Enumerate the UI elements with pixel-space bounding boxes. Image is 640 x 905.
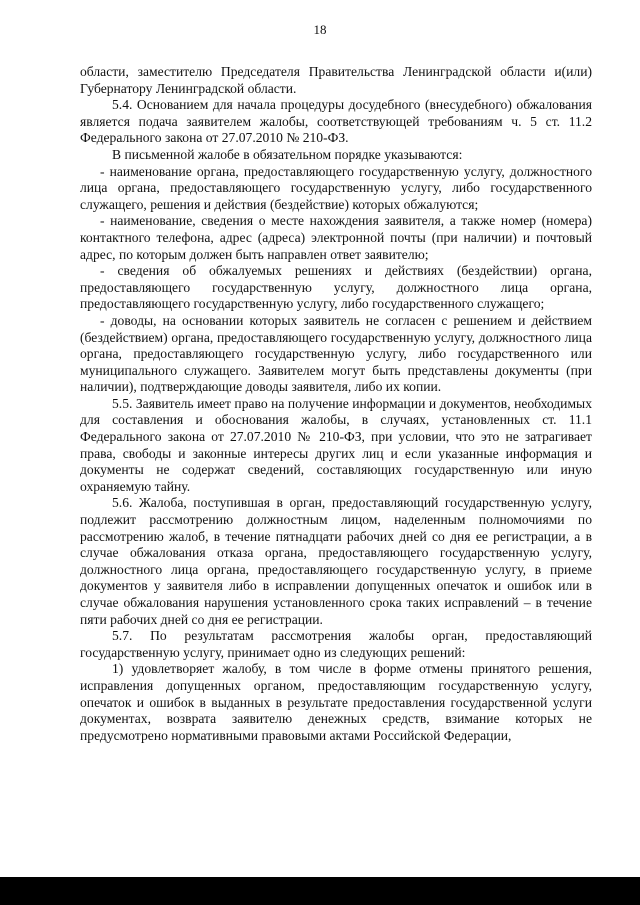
scan-bottom-edge (0, 877, 640, 905)
document-body (80, 64, 592, 744)
paragraph-5-5: 5.5. Заявитель имеет право на получение информации и документов, необходимых для составления и обоснования жалобы, в случаях, установленных ст. 11.1 Федерального закона от 27.07.2010 № 210-ФЗ, при условии, что это не затрагивает права, свободы и законные интересы других лиц и если указанные информация и документы не содержат сведений, составляющих государственную или иную охраняемую тайну. (80, 395, 592, 494)
paragraph-continuation: области, заместителю Председателя Правительства Ленинградской области и(или) Губернатору Ленинградской области. (80, 64, 592, 96)
list-item-appealed-decisions: - сведения об обжалуемых решениях и действиях (бездействии) органа, предоставляющего государственную услугу, должностного лица органа, предоставляющего государственную услугу, либо государственного служащего; (80, 263, 592, 312)
list-item-authority-name: - наименование органа, предоставляющего государственную услугу, должностного лица органа, предоставляющего государственную услугу, либо государственного служащего, решения и действия (бездействие) которых обжалуются; (80, 163, 592, 212)
page-number: 18 (313, 22, 327, 37)
list-item-decision-1: 1) удовлетворяет жалобу, в том числе в форме отмены принятого решения, исправления допущенных органом, предоставляющим государственную услугу, опечаток и ошибок в выданных в результате предоставления государственной услуги документах, возврата заявителю денежных средств, взимание которых не предусмотрено нормативными правовыми актами Российской Федерации, (80, 661, 592, 743)
paragraph-5-7: 5.7. По результатам рассмотрения жалобы орган, предоставляющий государственную услугу, принимает одно из следующих решений: (80, 628, 592, 660)
list-item-arguments: - доводы, на основании которых заявитель не согласен с решением и действием (бездействием) органа, предоставляющего государственную услугу, должностного лица органа, предоставляющего государственную услугу, либо государственного или муниципального служащего. Заявителем могут быть представлены документы (при наличии), подтверждающие доводы заявителя, либо их копии. (80, 312, 592, 395)
paragraph-5-6: 5.6. Жалоба, поступившая в орган, предоставляющий государственную услугу, подлежит рассмотрению должностным лицом, наделенным полномочиями по рассмотрению жалоб, в течение пятнадцати рабочих дней со дня ее регистрации, а в случае обжалования отказа органа, предоставляющего государственную услугу, должностного лица органа, предоставляющего государственную услугу, в приеме документов у заявителя либо в исправлении допущенных опечаток и ошибок или в случае обжалования нарушения установленного срока таких исправлений – в течение пяти рабочих дней со дня ее регистрации. (80, 495, 592, 627)
paragraph-5-4: 5.4. Основанием для начала процедуры досудебного (внесудебного) обжалования является подача заявителем жалобы, соответствующей требованиям ч. 5 ст. 11.2 Федерального закона от 27.07.2010 № 210-ФЗ. (80, 97, 592, 146)
paragraph-complaint-intro: В письменной жалобе в обязательном порядке указываются: (112, 146, 463, 162)
list-item-applicant-info: - наименование, сведения о месте нахождения заявителя, а также номер (номера) контактного телефона, адрес (адреса) электронной почты (при наличии) и почтовый адрес, по которым должен быть направлен ответ заявителю; (80, 213, 592, 262)
